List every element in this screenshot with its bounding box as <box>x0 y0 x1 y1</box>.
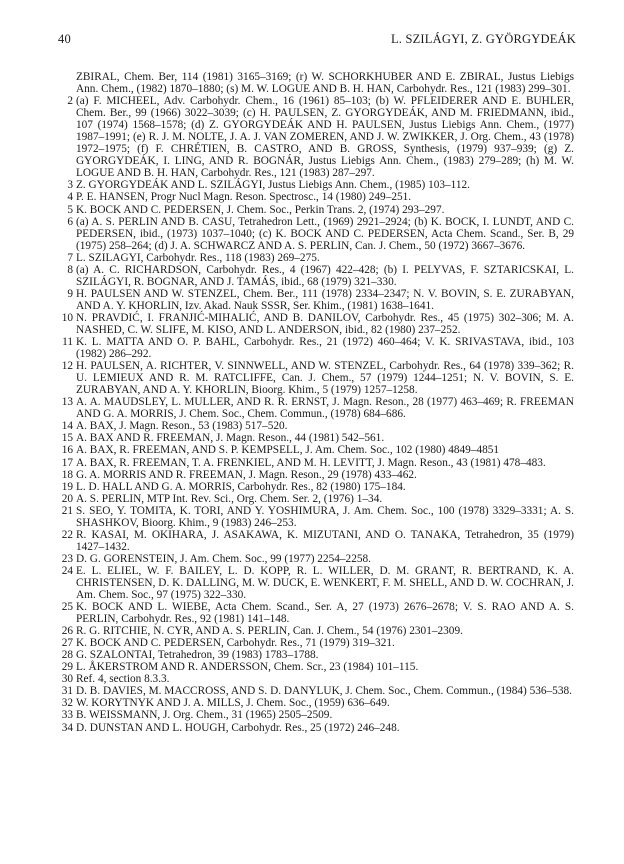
reference-item <box>58 493 574 505</box>
reference-number: 15 <box>61 432 73 445</box>
reference-number: 13 <box>61 396 73 409</box>
reference-text: H. PAULSEN AND W. STENZEL, Chem. Ber., 111 (1978) 2334–2347; N. V. BOVIN, S. E. ZURABYAN, AND A. Y. KHORLIN, Izv. Akad. Nauk SSSR, Ser. Khim., (1981) 1638–1641. <box>76 287 574 312</box>
reference-number: 2 <box>67 95 73 108</box>
reference-item <box>58 505 574 529</box>
reference-number: 11 <box>62 336 73 349</box>
reference-item <box>58 685 574 697</box>
reference-item <box>58 396 574 420</box>
reference-text: W. KORYTNYK AND J. A. MILLS, J. Chem. Soc., (1959) 636–649. <box>76 697 390 710</box>
reference-text: Ref. 4, section 8.3.3. <box>76 673 170 686</box>
reference-text: A. BAX, J. Magn. Reson., 53 (1983) 517–520. <box>76 420 288 433</box>
reference-number: 4 <box>67 191 73 204</box>
reference-item <box>58 673 574 685</box>
reference-item <box>58 709 574 721</box>
reference-number: 21 <box>61 504 73 517</box>
reference-item <box>58 71 574 95</box>
reference-item <box>58 264 574 288</box>
reference-number: 3 <box>67 179 73 192</box>
reference-item <box>58 697 574 709</box>
reference-text: G. SZALONTAI, Tetrahedron, 39 (1983) 1783–1788. <box>76 649 319 662</box>
reference-item <box>58 444 574 456</box>
reference-text: ZBIRAL, Chem. Ber, 114 (1981) 3165–3169; (r) W. SCHORKHUBER AND E. ZBIRAL, Justus Liebigs Ann. Chem., (1982) 1870–1880; (s) M. W. LOGUE AND B. H. HAN, Carbohydr. Res., 121 (1983) 299–301. <box>76 71 574 96</box>
reference-text: D. G. GORENSTEIN, J. Am. Chem. Soc., 99 (1977) 2254–2258. <box>76 552 371 565</box>
reference-item <box>58 625 574 637</box>
reference-list <box>58 71 574 734</box>
reference-number: 27 <box>61 637 73 650</box>
reference-text: N. PRAVDIĆ, I. FRANJIĆ-MIHALIĆ, AND B. DANILOV, Carbohydr. Res., 45 (1975) 302–306; M. A. NASHED, C. W. SLIFE, M. KISO, AND L. ANDERSON, ibid., 82 (1980) 237–252. <box>76 311 574 336</box>
reference-item <box>58 204 574 216</box>
reference-text: L. SZILAGYI, Carbohydr. Res., 118 (1983) 269–275. <box>76 251 320 264</box>
reference-text: K. BOCK AND C. PEDERSEN, J. Chem. Soc., Perkin Trans. 2, (1974) 293–297. <box>76 203 445 216</box>
reference-item <box>58 481 574 493</box>
reference-text: K. L. MATTA AND O. P. BAHL, Carbohydr. Res., 21 (1972) 460–464; V. K. SRIVASTAVA, ibid., 103 (1982) 286–292. <box>76 336 574 361</box>
reference-number: 7 <box>67 251 73 264</box>
reference-number: 6 <box>67 215 73 228</box>
reference-number: 31 <box>61 685 73 698</box>
reference-text: A. BAX, R. FREEMAN, T. A. FRENKIEL, AND M. H. LEVITT, J. Magn. Reson., 43 (1981) 478–483. <box>76 456 546 469</box>
reference-text: A. S. PERLIN, MTP Int. Rev. Sci., Org. Chem. Ser. 2, (1976) 1–34. <box>76 492 383 505</box>
reference-item <box>58 216 574 252</box>
reference-item <box>58 288 574 312</box>
reference-number: 32 <box>61 697 73 710</box>
reference-number: 33 <box>61 709 73 722</box>
reference-number: 5 <box>67 203 73 216</box>
reference-number: 23 <box>61 552 73 565</box>
reference-number: 28 <box>61 649 73 662</box>
reference-item <box>58 649 574 661</box>
reference-text: E. L. ELIEL, W. F. BAILEY, L. D. KOPP, R. L. WILLER, D. M. GRANT, R. BERTRAND, K. A. CHRISTENSEN, D. K. DALLING, M. W. DUCK, E. WENKERT, F. M. SHELL, AND D. W. COCHRAN, J. Am. Chem. Soc., 97 (1975) 322–330. <box>76 564 574 602</box>
reference-item <box>58 191 574 203</box>
reference-item <box>58 553 574 565</box>
reference-text: A. BAX, R. FREEMAN, AND S. P. KEMPSELL, J. Am. Chem. Soc., 102 (1980) 4849–4851 <box>76 444 500 457</box>
running-head: L. SZILÁGYI, Z. GYÖRGYDEÁK <box>390 32 576 46</box>
reference-item <box>58 252 574 264</box>
reference-number: 29 <box>61 661 73 674</box>
reference-number: 26 <box>61 625 73 638</box>
reference-text: B. WEISSMANN, J. Org. Chem., 31 (1965) 2505–2509. <box>76 709 333 722</box>
reference-text: R. KASAI, M. OKIHARA, J. ASAKAWA, K. MIZUTANI, AND O. TANAKA, Tetrahedron, 35 (1979) 1427–1432. <box>76 528 574 553</box>
reference-number: 12 <box>61 360 73 373</box>
reference-item <box>58 312 574 336</box>
reference-text: (a) F. MICHEEL, Adv. Carbohydr. Chem., 16 (1961) 85–103; (b) W. PFLEIDERER AND E. BUHLER, Chem. Ber., 99 (1966) 3022–3039; (c) H. PAULSEN, Z. GYORGYDEÁK, AND M. FRIEDMANN, ibid., 107 (1974) 1568–1578; (d) Z. GYORGYDEÁK AND H. PAULSEN, Justus Liebigs Ann. Chem., (1977) 1987–1991; (e) R. J. M. NOLTE, J. A. J. VAN ZOMEREN, AND J. W. ZWIKKER, J. Org. Chem., 43 (1978) 1972–1975; (f) F. CHRÉTIEN, B. CASTRO, AND B. GROSS, Synthesis, (1979) 937–939; (g) Z. GYORGYDEÁK, I. LING, AND R. BOGNÁR, Justus Liebigs Ann. Chem., (1983) 279–289; (h) M. W. LOGUE AND B. H. HAN, Carbohydr. Res., 121 (1983) 287–297. <box>76 95 574 180</box>
reference-number: 24 <box>61 564 73 577</box>
reference-item <box>58 661 574 673</box>
reference-text: G. A. MORRIS AND R. FREEMAN, J. Magn. Reson., 29 (1978) 433–462. <box>76 468 417 481</box>
reference-number: 8 <box>67 263 73 276</box>
reference-number: 30 <box>61 673 73 686</box>
reference-item <box>58 529 574 553</box>
reference-item <box>58 179 574 191</box>
reference-text: Z. GYORGYDEÁK AND L. SZILÁGYI, Justus Liebigs Ann. Chem., (1985) 103–112. <box>76 179 471 192</box>
page-number: 40 <box>58 32 71 46</box>
reference-item <box>58 432 574 444</box>
reference-item <box>58 601 574 625</box>
reference-item <box>58 420 574 432</box>
reference-item <box>58 95 574 179</box>
reference-text: (a) A. C. RICHARDSON, Carbohydr. Res., 4 (1967) 422–428; (b) I. PELYVAS, F. SZTARICSKAI, L. SZILÁGYI, R. BOGNAR, AND J. TAMÁS, ibid., 68 (1979) 321–330. <box>76 263 574 288</box>
reference-text: L. ÅKERSTROM AND R. ANDERSSON, Chem. Scr., 23 (1984) 101–115. <box>76 661 419 674</box>
reference-number: 10 <box>61 311 73 324</box>
reference-item <box>58 637 574 649</box>
reference-text: S. SEO, Y. TOMITA, K. TORI, AND Y. YOSHIMURA, J. Am. Chem. Soc., 100 (1978) 3329–3331; A. S. SHASHKOV, Bioorg. Khim., 9 (1983) 246–253. <box>76 504 574 529</box>
reference-text: D. B. DAVIES, M. MACCROSS, AND S. D. DANYLUK, J. Chem. Soc., Chem. Commun., (1984) 536–538. <box>76 685 572 698</box>
reference-text: A. A. MAUDSLEY, L. MULLER, AND R. R. ERNST, J. Magn. Reson., 28 (1977) 463–469; R. FREEMAN AND G. A. MORRIS, J. Chem. Soc., Chem. Commun., (1978) 684–686. <box>76 396 574 421</box>
reference-item <box>58 336 574 360</box>
reference-item <box>58 457 574 469</box>
reference-text: L. D. HALL AND G. A. MORRIS, Carbohydr. Res., 82 (1980) 175–184. <box>76 480 406 493</box>
reference-text: H. PAULSEN, A. RICHTER, V. SINNWELL, AND W. STENZEL, Carbohydr. Res., 64 (1978) 339–362; R. U. LEMIEUX AND R. M. RATCLIFFE, Can. J. Chem., 57 (1979) 1244–1251; N. V. BOVIN, S. E. ZURABYAN, AND A. Y. KHORLIN, Bioorg. Khim., 5 (1979) 1257–1258. <box>76 360 574 397</box>
reference-number: 18 <box>61 468 73 481</box>
reference-text: K. BOCK AND L. WIEBE, Acta Chem. Scand., Ser. A, 27 (1973) 2676–2678; V. S. RAO AND A. S. PERLIN, Carbohydr. Res., 92 (1981) 141–148. <box>76 601 574 626</box>
reference-number: 20 <box>61 492 73 505</box>
reference-item <box>58 360 574 396</box>
reference-text: A. BAX AND R. FREEMAN, J. Magn. Reson., 44 (1981) 542–561. <box>76 432 385 445</box>
reference-text: D. DUNSTAN AND L. HOUGH, Carbohydr. Res., 25 (1972) 246–248. <box>76 721 400 734</box>
reference-number: 16 <box>61 444 73 457</box>
reference-number: 34 <box>61 721 73 734</box>
reference-item <box>58 722 574 734</box>
reference-item <box>58 565 574 601</box>
reference-text: P. E. HANSEN, Progr Nucl Magn. Reson. Spectrosc., 14 (1980) 249–251. <box>76 191 412 204</box>
reference-number: 19 <box>61 480 73 493</box>
reference-number: 25 <box>61 601 73 614</box>
reference-text: (a) A. S. PERLIN AND B. CASU, Tetrahedron Lett., (1969) 2921–2924; (b) K. BOCK, I. LUNDT, AND C. PEDERSEN, ibid., (1973) 1037–1040; (c) K. BOCK AND C. PEDERSEN, Acta Chem. Scand., Ser. B, 29 (1975) 258–264; (d) J. A. SCHWARCZ AND A. S. PERLIN, Can. J. Chem., 50 (1972) 3667–3676. <box>76 215 574 252</box>
reference-number: 17 <box>61 456 73 469</box>
reference-number: 14 <box>61 420 73 433</box>
reference-text: R. G. RITCHIE, N. CYR, AND A. S. PERLIN, Can. J. Chem., 54 (1976) 2301–2309. <box>76 625 463 638</box>
reference-item <box>58 469 574 481</box>
reference-number: 9 <box>67 287 73 300</box>
reference-text: K. BOCK AND C. PEDERSEN, Carbohydr. Res., 71 (1979) 319–321. <box>76 637 395 650</box>
reference-number: 22 <box>61 528 73 541</box>
